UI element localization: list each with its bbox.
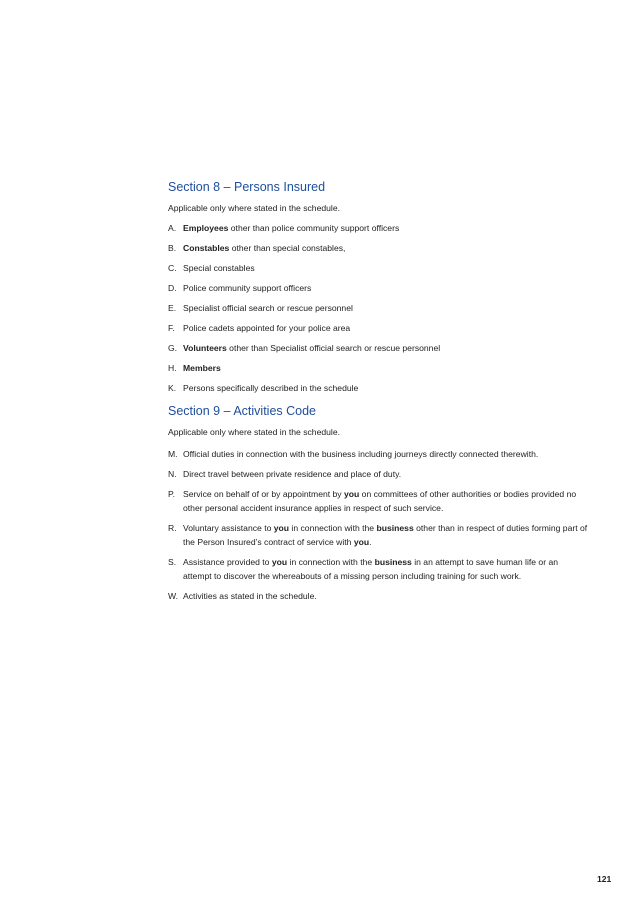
section-8-item xyxy=(168,343,588,354)
item-letter: K. xyxy=(168,383,177,393)
page-content xyxy=(168,179,588,609)
item-text xyxy=(183,363,221,374)
item-plain-text: in connection with the xyxy=(289,523,377,533)
section-8-item xyxy=(168,303,588,314)
section-9-item xyxy=(168,589,588,603)
item-letter: M. xyxy=(168,449,178,459)
item-letter: P. xyxy=(168,489,176,499)
item-text xyxy=(183,467,401,481)
item-plain-text: Police community support officers xyxy=(183,283,312,293)
section-9 xyxy=(168,403,588,603)
item-letter: C. xyxy=(168,263,177,273)
item-bold-term: you xyxy=(353,537,370,547)
item-bold-term: business xyxy=(376,523,414,533)
item-plain-text: Service on behalf of or by appointment by xyxy=(183,489,344,499)
item-plain-text: Special constables xyxy=(183,263,255,273)
item-text xyxy=(183,521,588,549)
item-bold-term: business xyxy=(374,557,412,567)
item-plain-text: Police cadets appointed for your police area xyxy=(183,323,351,333)
item-text xyxy=(183,487,588,515)
item-plain-text: Persons specifically described in the schedule xyxy=(183,383,359,393)
item-letter: N. xyxy=(168,469,177,479)
section-9-item xyxy=(168,467,588,481)
item-plain-text: in an attempt to save human life or an attempt to discover the whereabouts of a missing person including training for such work. xyxy=(183,557,559,581)
item-bold-term: Members xyxy=(183,363,221,373)
item-letter: H. xyxy=(168,363,177,373)
item-text xyxy=(183,343,440,354)
page-number: 121 xyxy=(597,874,612,884)
item-plain-text: other than Specialist official search or rescue personnel xyxy=(226,343,441,353)
item-plain-text: Official duties in connection with the business including journeys directly connected therewith. xyxy=(183,449,539,459)
item-bold-term: Constables xyxy=(183,243,230,253)
item-letter: F. xyxy=(168,323,175,333)
item-plain-text: other than in respect of duties forming part of the Person Insured’s contract of service with xyxy=(183,523,588,547)
section-8 xyxy=(168,179,588,394)
item-text xyxy=(183,323,350,334)
section-8-item xyxy=(168,383,588,394)
item-text xyxy=(183,223,399,234)
item-text xyxy=(183,447,538,461)
item-text xyxy=(183,283,311,294)
section-9-item xyxy=(168,487,588,515)
section-8-list xyxy=(168,223,588,394)
section-8-item xyxy=(168,243,588,254)
item-bold-term: you xyxy=(271,557,288,567)
section-9-item xyxy=(168,447,588,461)
item-plain-text: on committees of other authorities or bodies provided no other personal accident insurance applies in respect of such service. xyxy=(183,489,577,513)
item-bold-term: you xyxy=(344,489,360,499)
section-8-intro: Applicable only where stated in the schedule. xyxy=(168,203,340,213)
section-8-item xyxy=(168,263,588,274)
section-8-item xyxy=(168,223,588,234)
item-plain-text: Voluntary assistance to xyxy=(183,523,274,533)
section-9-item xyxy=(168,555,588,583)
item-plain-text: Activities as stated in the schedule. xyxy=(183,591,317,601)
item-letter: E. xyxy=(168,303,177,313)
item-text xyxy=(183,263,255,274)
section-9-intro: Applicable only where stated in the schedule. xyxy=(168,427,340,437)
item-letter: A. xyxy=(168,223,177,233)
item-text xyxy=(183,303,353,314)
section-8-item xyxy=(168,363,588,374)
item-letter: D. xyxy=(168,283,177,293)
item-text xyxy=(183,555,588,583)
item-letter: W. xyxy=(168,591,179,601)
item-plain-text: Direct travel between private residence and place of duty. xyxy=(183,469,402,479)
section-9-item xyxy=(168,521,588,549)
item-bold-term: Volunteers xyxy=(183,343,227,353)
section-9-list xyxy=(168,447,588,603)
item-plain-text: other than special constables, xyxy=(229,243,346,253)
item-text xyxy=(183,589,317,603)
item-bold-term: Employees xyxy=(183,223,229,233)
item-plain-text: . xyxy=(369,537,372,547)
section-8-heading: Section 8 – Persons Insured xyxy=(168,180,326,194)
section-8-item xyxy=(168,323,588,334)
section-8-item xyxy=(168,283,588,294)
item-bold-term: you xyxy=(273,523,290,533)
item-text xyxy=(183,383,358,394)
item-plain-text: in connection with the xyxy=(287,557,375,567)
item-letter: B. xyxy=(168,243,177,253)
item-letter: R. xyxy=(168,523,177,533)
item-plain-text: Assistance provided to xyxy=(183,557,272,567)
item-letter: S. xyxy=(168,557,177,567)
section-9-heading: Section 9 – Activities Code xyxy=(168,404,316,418)
item-letter: G. xyxy=(168,343,178,353)
item-text xyxy=(183,243,345,254)
item-plain-text: Specialist official search or rescue personnel xyxy=(183,303,353,313)
item-plain-text: other than police community support officers xyxy=(228,223,400,233)
